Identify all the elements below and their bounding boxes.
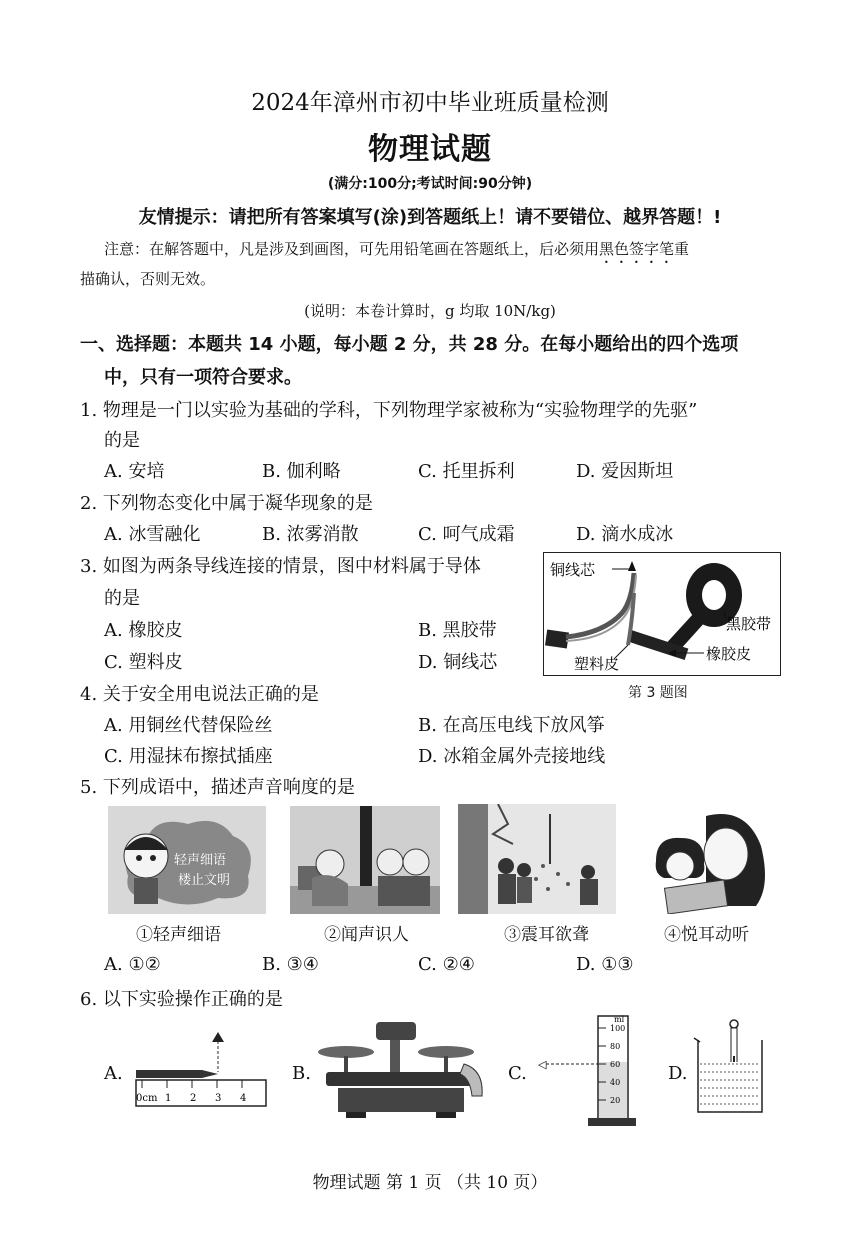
q1-stem-cont: 的是 [104,430,140,451]
q4-option-a: A. 用铜丝代替保险丝 [104,715,273,736]
note-emphasis: 黑色签字笔 [599,240,675,258]
note-line2: 描确认，否则无效。 [80,270,216,288]
q5-stem: 5. 下列成语中，描述声音响度的是 [80,777,355,798]
ruler-tick-1: 1 [165,1093,172,1104]
measuring-cylinder-illustration [532,1012,636,1128]
q1-option-c: C. 托里拆利 [418,461,515,482]
q5-image-3 [458,804,616,914]
q2-option-a: A. 冰雪融化 [104,524,201,545]
q5-option-b: B. ③④ [262,954,319,975]
q3-figure-caption: 第 3 题图 [628,685,688,701]
q6-option-d-letter: D. [668,1063,688,1084]
note-text-c: 重 [674,240,690,258]
q3-stem-cont: 的是 [104,588,140,609]
ruler-tick-0: 0cm [136,1093,158,1104]
q5-option-d: D. ①③ [576,954,634,975]
label-rubber-skin: 橡胶皮 [706,645,752,663]
q6-option-a-letter: A. [104,1063,123,1084]
q4-stem: 4. 关于安全用电说法正确的是 [80,684,319,705]
cylinder-tick-100: 100 [610,1024,626,1033]
q3-option-d: D. 铜线芯 [418,652,498,673]
page-footer: 物理试题 第 1 页 （共 10 页） [312,1173,548,1193]
balance-illustration [316,1016,488,1120]
ruler-tick-3: 3 [215,1093,222,1104]
section-heading-line1: 一、选择题：本题共 14 小题，每小题 2 分，共 28 分。在每小题给出的四个选项 [80,334,739,355]
cylinder-unit: ml [614,1015,625,1024]
q1-option-b: B. 伽利略 [262,461,341,482]
q5-sign-text-2: 楼止文明 [178,873,231,888]
q3-figure [543,552,781,676]
q3-option-c: C. 塑料皮 [104,652,183,673]
wire-connection-illustration [544,553,779,674]
black-tape-roll [662,563,742,651]
q5-caption-1: ①轻声细语 [136,925,221,945]
q2-option-d: D. 滴水成冰 [576,524,674,545]
q2-stem: 2. 下列物态变化中属于凝华现象的是 [80,493,373,514]
exam-title: 物理试题 [368,132,492,167]
ruler-tick-2: 2 [190,1093,197,1104]
score-time: (满分:100分;考试时间:90分钟) [327,176,533,192]
q5-image-4 [636,806,774,914]
q4-option-b: B. 在高压电线下放风筝 [418,715,605,736]
wires [545,573,688,660]
q3-option-b: B. 黑胶带 [418,620,497,641]
q3-option-a: A. 橡胶皮 [104,620,183,641]
q5-sign-text-1: 轻声细语 [174,853,227,868]
q6-option-b-letter: B. [292,1063,311,1084]
q1-option-a: A. 安培 [104,461,165,482]
label-plastic-skin: 塑料皮 [574,655,620,673]
q6-stem: 6. 以下实验操作正确的是 [80,989,283,1010]
q5-caption-2: ②闻声识人 [324,925,409,945]
q6-option-c-letter: C. [508,1063,527,1084]
q5-option-c: C. ②④ [418,954,475,975]
exam-title-line1: 2024年漳州市初中毕业班质量检测 [251,90,609,116]
beaker-thermometer-illustration [692,1016,768,1116]
cylinder-tick-40: 40 [610,1078,621,1087]
q5-image-2 [290,806,440,914]
q1-stem: 1. 物理是一门以实验为基础的学科，下列物理学家被称为“实验物理学的先驱” [80,400,698,421]
section-heading-line2: 中，只有一项符合要求。 [104,367,302,388]
q3-stem: 3. 如图为两条导线连接的情景，图中材料属于导体 [80,556,481,577]
q5-caption-3: ③震耳欲聋 [504,925,589,945]
cylinder-tick-60: 60 [610,1060,621,1069]
q2-option-b: B. 浓雾消散 [262,524,359,545]
calc-explain: (说明：本卷计算时，g 均取 10N/kg) [304,302,556,320]
q5-image-1 [108,806,266,914]
q5-option-a: A. ①② [104,954,161,975]
ruler-tick-4: 4 [240,1093,247,1104]
eye-icon: ◁ [538,1058,547,1071]
note-line1 [104,238,689,267]
label-black-tape: 黑胶带 [726,615,772,633]
label-copper-core: 铜线芯 [550,561,596,579]
cylinder-tick-80: 80 [610,1042,621,1051]
q2-option-c: C. 呵气成霜 [418,524,515,545]
note-text-a: 注意：在解答题中，凡是涉及到画图，可先用铅笔画在答题纸上，后必须用 [104,240,600,258]
ruler-illustration [132,1028,272,1110]
q5-caption-4: ④悦耳动听 [664,925,749,945]
q1-option-d: D. 爱因斯坦 [576,461,674,482]
q4-option-d: D. 冰箱金属外壳接地线 [418,746,606,767]
q4-option-c: C. 用湿抹布擦拭插座 [104,746,273,767]
friendly-tip: 友情提示：请把所有答案填写(涂)到答题纸上！请不要错位、越界答题！! [138,207,722,228]
cylinder-tick-20: 20 [610,1096,621,1105]
